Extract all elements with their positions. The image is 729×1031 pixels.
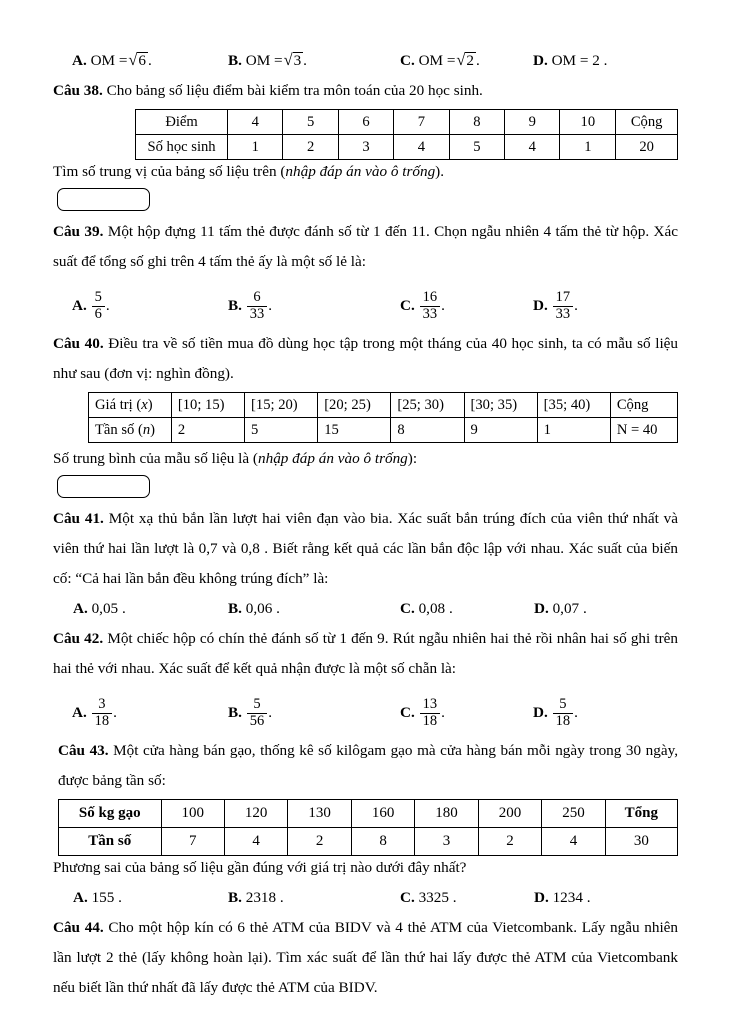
fraction-denominator: 33 [247,306,268,322]
question-42-option-d-suffix: . [574,704,578,721]
question-41-option-b[interactable] [228,594,280,624]
t43-row2-sum: 30 [605,828,677,856]
t43-r2c1: 7 [161,828,224,856]
t43-r1c1: 100 [161,800,224,828]
t40-r1c2: [15; 20) [245,393,318,418]
question-42-option-a[interactable] [72,690,117,736]
fraction-denominator: 18 [92,713,113,729]
question-39-option-a[interactable] [72,283,110,329]
t40-r2c1: 2 [171,418,244,443]
t38-r2c1: 1 [228,135,283,160]
question-38-prompt [53,157,678,187]
question-39-stem [53,217,678,277]
question-38-prompt-end: ). [435,163,445,180]
question-43-label: Câu 43. [58,742,109,759]
table-row [59,800,678,828]
t40-r1c5: [30; 35) [464,393,537,418]
question-42-text: Một chiếc hộp có chín thẻ đánh số từ 1 đến 9. Rút ngẫu nhiên hai thẻ rồi nhân hai số ghi trên hai thẻ với nhau. Xác suất để kết quả nhận được là một số chẵn là: [53,630,678,677]
t43-r1c6: 200 [478,800,541,828]
q37-option-a-expr: OM = √ 6 . [91,52,152,69]
t40-r2c3: 15 [318,418,391,443]
question-40-answer-input[interactable] [57,475,150,498]
question-42-stem [53,624,678,684]
question-41-options-row [53,594,678,624]
t40-row1-sum-header: Cộng [610,393,677,418]
q37-options-row [53,46,678,76]
q37-option-d-letter: D. [533,52,548,69]
question-42-option-c-suffix: . [441,704,445,721]
fraction [247,697,268,728]
t43-r1c2: 120 [224,800,287,828]
question-41-option-c[interactable] [400,594,453,624]
question-42-option-b[interactable] [228,690,272,736]
fraction-numerator: 5 [94,289,102,306]
t38-r1c4: 7 [394,110,449,135]
question-40-prompt [53,444,678,474]
t43-r2c5: 3 [415,828,478,856]
fraction [247,290,268,321]
question-38-answer-input[interactable] [57,188,150,211]
t38-r1c7: 10 [560,110,616,135]
question-43-option-c[interactable] [400,883,457,913]
question-41-option-d-value: 0,07 . [552,600,587,617]
question-43-option-c-letter: C. [400,889,415,906]
question-41-option-c-letter: C. [400,600,415,617]
question-41-stem [53,504,678,594]
question-40-table-wrap [53,392,678,444]
fraction-denominator: 6 [92,306,105,322]
t43-r2c7: 4 [542,828,605,856]
t38-row2-header: Số học sinh [136,135,228,160]
question-42-option-b-letter: B. [228,704,242,721]
question-43-option-d-letter: D. [534,889,549,906]
t43-row2-header: Tần số [59,828,162,856]
fraction [420,290,441,321]
question-39-option-b-suffix: . [268,297,273,314]
t38-r2c7: 1 [560,135,616,160]
t38-r2c6: 4 [505,135,560,160]
question-43-option-a[interactable] [73,883,122,913]
t38-r1c6: 9 [505,110,560,135]
q37-option-b[interactable] [228,46,307,76]
fraction [553,290,574,321]
fraction-numerator: 3 [98,696,106,713]
question-40-table [88,392,678,443]
t40-r1c6: [35; 40) [537,393,610,418]
q37-option-c-expr: OM = √ 2 . [419,52,480,69]
question-42-option-a-suffix: . [113,704,117,721]
question-41-option-a[interactable] [73,594,126,624]
question-43-table [58,799,678,856]
question-43-options-row [53,883,678,913]
t38-r2c5: 5 [449,135,504,160]
t43-r2c4: 8 [351,828,414,856]
t38-r1c5: 8 [449,110,504,135]
question-41-option-a-value: 0,05 . [91,600,126,617]
page-content [53,46,678,1003]
question-43-prompt: Phương sai của bảng số liệu gần đúng với giá trị nào dưới đây nhất? [53,859,467,876]
question-40-prompt-italic: nhập đáp án vào ô trống [258,450,408,467]
question-40-prompt-plain: Số trung bình của mẫu số liệu là ( [53,450,258,467]
question-44-label: Câu 44. [53,919,104,936]
question-40-prompt-end: ): [407,450,418,467]
t40-r2c4: 8 [391,418,464,443]
fraction-denominator: 56 [247,713,268,729]
t40-r1c1: [10; 15) [171,393,244,418]
question-42-option-c-letter: C. [400,704,415,721]
q37-option-a[interactable] [72,46,152,76]
question-43-text: Một cửa hàng bán gạo, thống kê số kilôgam gạo mà cửa hàng bán mỗi ngày trong 30 ngày, được bảng tần số: [58,742,678,789]
t40-r1c4: [25; 30) [391,393,464,418]
question-39-option-d-letter: D. [533,297,548,314]
sqrt-icon: √ 3 [284,46,304,76]
question-39-option-d-suffix: . [574,297,578,314]
table-row [89,418,678,443]
fraction-numerator: 17 [555,289,571,306]
t40-r2c2: 5 [245,418,318,443]
question-40-text: Điều tra về số tiền mua đồ dùng học tập trong một tháng của 40 học sinh, ta có mẫu số liệu như sau (đơn vị: nghìn đồng). [53,335,679,382]
question-41-text: Một xạ thủ bắn lần lượt hai viên đạn vào bia. Xác suất bắn trúng đích của viên thứ nhất và viên thứ hai lần lượt là 0,7 và 0,8 . Biết rằng kết quả các lần bắn độc lập với nhau. Xác suất của biến cố: “Cả hai lần bắn đều không trúng đích” là: [53,510,678,587]
q37-option-d-expr: OM = 2 . [551,52,608,69]
fraction-denominator: 33 [553,306,574,322]
question-41-option-a-letter: A. [73,600,88,617]
q37-option-b-expr: OM = √ 3 . [246,52,307,69]
t38-row1-sum-header: Cộng [616,110,678,135]
t38-r2c4: 4 [394,135,449,160]
question-42-option-a-letter: A. [72,704,87,721]
question-43-option-b-value: 2318 . [245,889,284,906]
sqrt-icon: √ 6 [128,46,148,76]
t40-r1c3: [20; 25) [318,393,391,418]
question-41-option-b-value: 0,06 . [245,600,280,617]
question-43-option-c-value: 3325 . [418,889,457,906]
question-42-option-b-suffix: . [268,704,273,721]
t38-row2-sum: 20 [616,135,678,160]
q37-option-b-letter: B. [228,52,242,69]
question-41-label: Câu 41. [53,510,104,527]
question-43-option-b[interactable] [228,883,284,913]
question-42-option-c[interactable] [400,690,445,736]
question-40-label: Câu 40. [53,335,104,352]
question-41-option-d[interactable] [534,594,587,624]
t40-row1-header: Giá trị (x) [89,393,172,418]
fraction [92,697,113,728]
t43-row1-header: Số kg gạo [59,800,162,828]
t40-r2c6: 1 [537,418,610,443]
question-40-answer-row [53,474,678,504]
fraction-numerator: 6 [253,289,261,306]
question-44-text: Cho một hộp kín có 6 thẻ ATM của BIDV và 4 thẻ ATM của Vietcombank. Lấy ngẫu nhiên lần lượt 2 thẻ (lấy không hoàn lại). Tìm xác suất để lần thứ hai lấy được thẻ ATM của Vietcombank nếu biết lần thứ nhất đã lấy được thẻ ATM của BIDV. [53,919,679,996]
question-39-option-c-suffix: . [441,297,445,314]
question-43-option-a-letter: A. [73,889,88,906]
question-39-option-a-suffix: . [105,297,110,314]
q37-option-a-letter: A. [72,52,87,69]
question-38-text: Cho bảng số liệu điểm bài kiểm tra môn toán của 20 học sinh. [106,82,483,99]
question-43-table-wrap [53,799,678,853]
fraction-denominator: 33 [420,306,441,322]
question-42-option-d[interactable] [533,690,578,736]
table-row [136,110,678,135]
sqrt-icon: √ 2 [456,46,476,76]
t38-r1c2: 5 [283,110,338,135]
t38-r1c3: 6 [338,110,393,135]
q37-option-c[interactable] [400,46,480,76]
question-41-option-d-letter: D. [534,600,549,617]
question-38-prompt-plain: Tìm số trung vị của bảng số liệu trên ( [53,163,286,180]
question-43-option-d-value: 1234 . [552,889,591,906]
question-39-label: Câu 39. [53,223,104,240]
t43-r2c3: 2 [288,828,351,856]
t40-r2c5: 9 [464,418,537,443]
t40-row2-header: Tần số (n) [89,418,172,443]
question-39-option-c-letter: C. [400,297,415,314]
question-39-option-d[interactable] [533,283,578,329]
t43-r1c3: 130 [288,800,351,828]
q37-option-c-letter: C. [400,52,415,69]
question-38-label: Câu 38. [53,82,103,99]
table-row [89,393,678,418]
question-43-option-b-letter: B. [228,889,242,906]
fraction-numerator: 13 [422,696,438,713]
fraction-numerator: 16 [422,289,438,306]
t43-r1c5: 180 [415,800,478,828]
question-42-option-d-letter: D. [533,704,548,721]
fraction-denominator: 18 [553,713,574,729]
q37-option-d[interactable] [533,46,607,76]
question-38-table-wrap [53,109,678,157]
question-40-stem [53,329,678,389]
fraction [92,290,105,321]
question-38-answer-row [53,187,678,217]
question-39-option-b-letter: B. [228,297,242,314]
question-41-option-c-value: 0,08 . [418,600,453,617]
question-44-stem [53,913,678,1003]
question-42-options-row [53,690,678,736]
fraction [553,697,574,728]
question-43-option-a-value: 155 . [91,889,122,906]
t43-r1c4: 160 [351,800,414,828]
t38-r2c3: 3 [338,135,393,160]
question-39-options-row [53,283,678,329]
t43-r2c2: 4 [224,828,287,856]
t43-row1-sum-header: Tổng [605,800,677,828]
fraction-numerator: 5 [253,696,261,713]
t40-row2-sum: N = 40 [610,418,677,443]
t38-row1-header: Điểm [136,110,228,135]
table-row [136,135,678,160]
question-39-option-b[interactable] [228,283,272,329]
question-42-label: Câu 42. [53,630,104,647]
question-39-option-a-letter: A. [72,297,87,314]
question-39-text: Một hộp đựng 11 tấm thẻ được đánh số từ 1 đến 11. Chọn ngẫu nhiên 4 tấm thẻ từ hộp. Xác suất để tổng số ghi trên 4 tấm thẻ ấy là một số lẻ là: [53,223,678,270]
question-43-stem [53,736,678,796]
question-38-prompt-italic: nhập đáp án vào ô trống [285,163,436,180]
question-38-stem [53,76,678,106]
fraction-denominator: 18 [420,713,441,729]
fraction [420,697,441,728]
question-41-option-b-letter: B. [228,600,242,617]
fraction-numerator: 5 [559,696,567,713]
question-39-option-c[interactable] [400,283,445,329]
question-38-table [135,109,678,160]
t43-r2c6: 2 [478,828,541,856]
t43-r1c7: 250 [542,800,605,828]
t38-r1c1: 4 [228,110,283,135]
question-43-option-d[interactable] [534,883,591,913]
t38-r2c2: 2 [283,135,338,160]
table-row [59,828,678,856]
